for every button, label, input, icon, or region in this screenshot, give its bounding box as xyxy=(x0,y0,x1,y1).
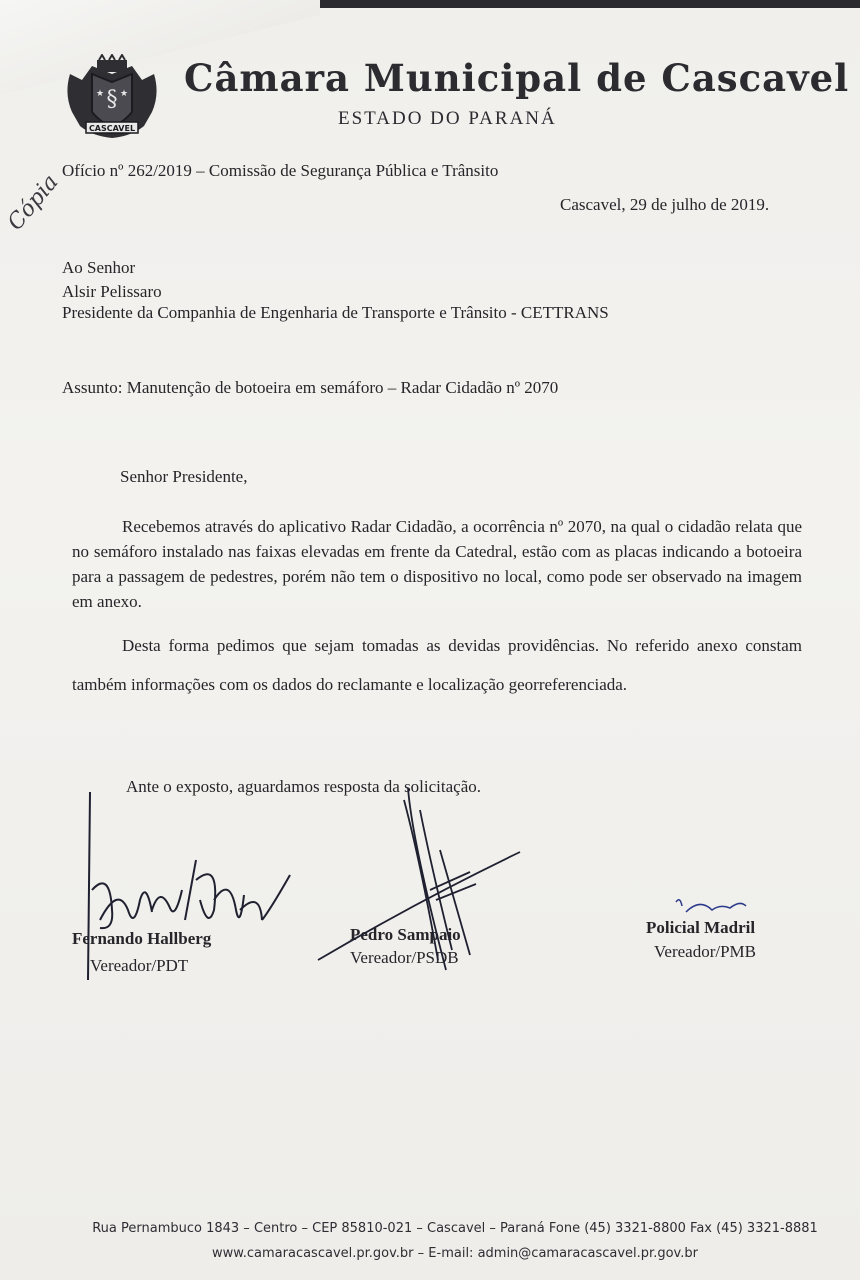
signatory-role-2: Vereador/PSDB xyxy=(350,948,459,967)
footer-address: Rua Pernambuco 1843 – Centro – CEP 85810-021 – Cascavel – Paraná Fone (45) 3321-8800 Fax (45) 3321-8881 xyxy=(92,1221,818,1236)
handwritten-note-text: Cópia xyxy=(3,170,64,236)
signatory-role-3: Vereador/PMB xyxy=(654,942,756,961)
signature-1-scribble xyxy=(88,792,290,980)
body-paragraph-1: Recebemos através do aplicativo Radar Cidadão, a ocorrência nº 2070, na qual o cidadão relata que no semáforo instalado nas faixas elevadas em frente da Catedral, estão com as placas indicando a botoeira para a passagem de pedestres, porém não tem o dispositivo no local, como pode ser observado na imagem em anexo. xyxy=(72,517,802,611)
signature-2-scribble xyxy=(318,788,520,970)
body-paragraph-3: Ante o exposto, aguardamos resposta da solicitação. xyxy=(126,777,482,796)
svg-text:§: § xyxy=(106,87,118,112)
signature-3-scribble xyxy=(676,900,746,912)
greeting: Senhor Presidente, xyxy=(120,467,248,486)
recipient-salutation: Ao Senhor xyxy=(62,258,136,277)
crest-label: CASCAVEL xyxy=(88,124,136,133)
letterhead-subtitle: ESTADO DO PARANÁ xyxy=(338,108,557,129)
subject-line: Assunto: Manutenção de botoeira em semáforo – Radar Cidadão nº 2070 xyxy=(62,378,559,397)
signatory-name-1: Fernando Hallberg xyxy=(72,929,212,948)
page-edge-shadow xyxy=(280,0,860,8)
coat-of-arms-icon xyxy=(62,54,162,140)
recipient-name: Alsir Pelissaro xyxy=(62,282,162,301)
signatory-name-2: Pedro Sampaio xyxy=(350,925,461,944)
svg-text:★: ★ xyxy=(95,88,105,98)
svg-text:★: ★ xyxy=(119,88,129,98)
body-paragraph-2: Desta forma pedimos que sejam tomadas as devidas providências. No referido anexo constam também informações com os dados do reclamante e localização georreferenciada. xyxy=(72,636,802,694)
date-line: Cascavel, 29 de julho de 2019. xyxy=(560,195,770,214)
signatory-name-3: Policial Madril xyxy=(646,918,756,937)
recipient-title: Presidente da Companhia de Engenharia de Transporte e Trânsito - CETTRANS xyxy=(62,303,609,322)
handwritten-signatures xyxy=(0,780,860,1000)
signatory-role-1: Vereador/PDT xyxy=(90,956,189,975)
letterhead-title: Câmara Municipal de Cascavel xyxy=(184,56,850,100)
document-reference: Ofício nº 262/2019 – Comissão de Segurança Pública e Trânsito xyxy=(62,161,499,180)
handwritten-copy-note xyxy=(0,170,64,240)
footer-web: www.camaracascavel.pr.gov.br – E-mail: admin@camaracascavel.pr.gov.br xyxy=(212,1246,698,1261)
